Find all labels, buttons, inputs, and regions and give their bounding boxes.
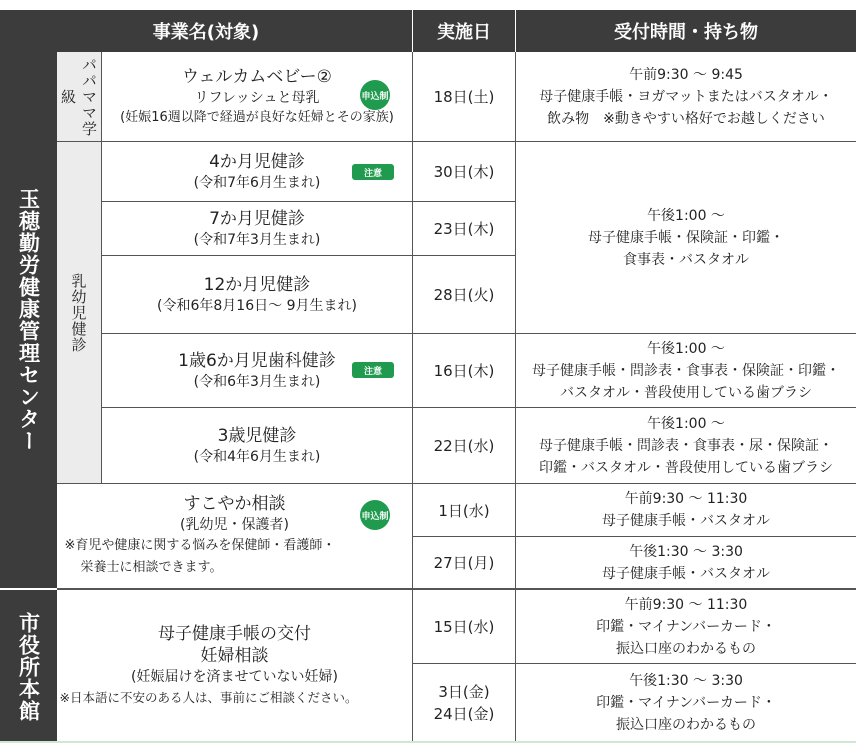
reception-time: 午前9:30 〜 11:30	[624, 491, 748, 507]
event-name: 母子健康手帳の交付	[158, 623, 311, 644]
event-target: (乳幼児・保護者)	[180, 517, 289, 533]
reception-time: 午後1:00 〜	[647, 415, 725, 432]
items-line-2: 飲み物 ※動きやすい格好でお越しください	[547, 110, 825, 127]
event-name-2: 妊婦相談	[200, 645, 269, 666]
row-sukoyaka-name	[57, 484, 413, 590]
items-line-1: 印鑑・マイナンバーカード・	[596, 618, 776, 635]
event-date: 15日(水)	[413, 590, 516, 664]
event-name: ウェルカムベビー②	[182, 66, 332, 87]
event-name: 4か月児健診	[209, 151, 305, 172]
event-target: (令和7年6月生まれ)	[193, 174, 321, 191]
reception-time: 午後1:30 〜 3:30	[629, 543, 743, 560]
event-target: (令和4年6月生まれ)	[193, 448, 321, 465]
items-line-1: 印鑑・マイナンバーカード・	[596, 694, 776, 711]
event-subtitle: リフレッシュと母乳	[194, 89, 320, 106]
event-date: 16日(木)	[413, 334, 516, 408]
section-tamaho-center: 玉穂勤労健康管理センター	[0, 52, 57, 590]
section-city-hall: 市役所本館	[0, 590, 57, 743]
sukoyaka-info-2	[516, 537, 856, 590]
event-date: 18日(土)	[413, 52, 516, 142]
items-line-2: 振込口座のわかるもの	[616, 640, 756, 657]
reception-time: 午前9:30 〜 11:30	[624, 596, 748, 613]
event-date: 23日(木)	[413, 202, 516, 256]
reservation-badge: 申込制	[360, 500, 390, 530]
category-infant-checkup: 乳幼児健診	[57, 142, 102, 484]
items-line-1: 母子健康手帳・問診表・食事表・保険証・印鑑・	[532, 362, 840, 379]
event-date: 30日(木)	[413, 142, 516, 202]
boshi-info-2	[516, 664, 856, 741]
row-3year-name	[102, 408, 413, 484]
items-line-1: 母子健康手帳・バスタオル	[602, 513, 770, 529]
event-name: 12か月児健診	[203, 274, 311, 295]
event-date: 22日(水)	[413, 408, 516, 484]
row-18month-info	[516, 334, 856, 408]
event-target: (妊娠16週以降で経過が良好な妊婦とその家族)	[120, 109, 394, 125]
event-date: 28日(火)	[413, 256, 516, 334]
caution-badge: 注意	[352, 362, 394, 378]
event-date-2: 24日(金)	[433, 704, 495, 723]
items-line-1: 母子健康手帳・バスタオル	[602, 565, 770, 582]
event-date: 27日(月)	[413, 537, 516, 590]
header-event-name: 事業名(対象)	[0, 10, 413, 52]
event-date-1: 3日(金)	[438, 682, 490, 701]
row-3year-info	[516, 408, 856, 484]
items-line-1: 母子健康手帳・保険証・印鑑・	[588, 229, 784, 246]
items-line-2: 食事表・バスタオル	[623, 251, 749, 268]
items-line-2: 印鑑・バスタオル・普段使用している歯ブラシ	[539, 459, 833, 476]
items-line-1: 母子健康手帳・問診表・食事表・尿・保険証・	[539, 437, 833, 454]
event-dates	[413, 664, 516, 741]
reception-time: 午前9:30 〜 9:45	[629, 66, 743, 83]
event-name: 3歳児健診	[217, 425, 297, 446]
event-target: (令和6年8月16日〜 9月生まれ)	[157, 297, 357, 314]
reception-time: 午後1:30 〜 3:30	[629, 672, 743, 689]
items-line-2: 振込口座のわかるもの	[616, 716, 756, 733]
event-note-1: ※育児や健康に関する悩みを保健師・看護師・	[64, 538, 336, 553]
event-date: 1日(水)	[413, 484, 516, 537]
row-12month-name	[102, 256, 413, 334]
items-line-1: 母子健康手帳・ヨガマットまたはバスタオル・	[539, 88, 833, 105]
reservation-badge: 申込制	[360, 80, 390, 110]
row-7month-name	[102, 202, 413, 256]
category-papamama: パパママ学級	[57, 52, 102, 142]
caution-badge: 注意	[352, 164, 394, 180]
header-date: 実施日	[413, 10, 516, 52]
event-name: すこやか相談	[183, 494, 286, 514]
event-target: (妊娠届けを済ませていない妊婦)	[131, 668, 338, 685]
event-name: 1歳6か月児歯科健診	[178, 350, 336, 371]
sukoyaka-info-1	[516, 484, 856, 537]
row-welcome-baby-info	[516, 52, 856, 142]
merged-checkup-info	[516, 142, 856, 334]
reception-time: 午後1:00 〜	[647, 207, 725, 224]
row-boshi-techo-name	[57, 590, 413, 741]
header-time-items: 受付時間・持ち物	[516, 10, 856, 52]
items-line-2: バスタオル・普段使用している歯ブラシ	[560, 384, 812, 401]
reception-time: 午後1:00 〜	[647, 340, 725, 357]
boshi-info-1	[516, 590, 856, 664]
event-target: (令和6年3月生まれ)	[193, 373, 321, 390]
event-note: ※日本語に不安のある人は、事前にご相談ください。	[59, 689, 358, 705]
event-name: 7か月児健診	[209, 208, 305, 229]
event-note-2: 栄養士に相談できます。	[80, 560, 223, 575]
event-target: (令和7年3月生まれ)	[193, 231, 321, 248]
